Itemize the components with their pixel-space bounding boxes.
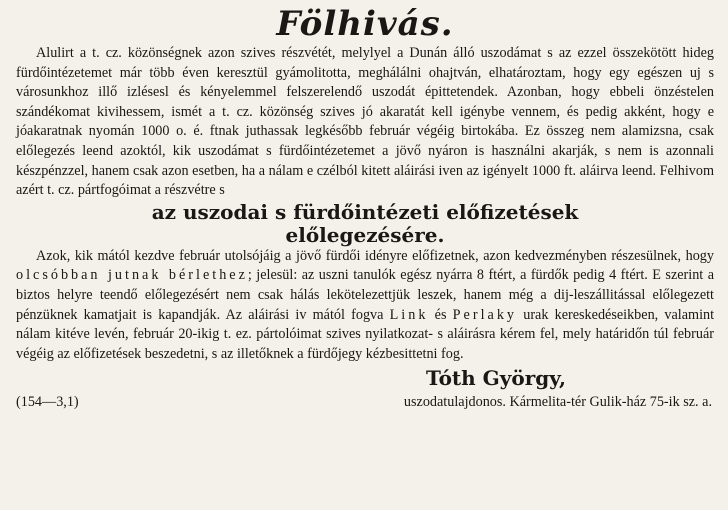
notice-paragraph-2 — [16, 247, 714, 365]
paragraph-2-conjunction: és — [434, 306, 447, 323]
paragraph-2-part-a: Azok, kik mától kezdve február utolsójáig a jövő fürdői idényre előfizetnek, azon kedvezményben részesülnek, hogy — [36, 247, 714, 264]
signature-title: uszodatulajdonos. Kármelita-tér Gulik-ház 75-ik sz. a. — [403, 394, 712, 411]
emphasized-phrase: olcsóbban jutnak bérlethez — [16, 267, 248, 284]
signature-name: Tóth György, — [426, 366, 566, 391]
paragraph-2-part-b: ; jelesül: az uszni tanulók egész nyárra 8 ftért, a fürdők pedig 4 ftért. E szerint a biztos helyre teendő előlegezésért nem csak hálás lekötelezettjük leszek, hanem még a dij-leszállitással előlegezett pénzüknek kamatjait is kapandják. Az aláirási iv mától fogva — [16, 267, 714, 323]
signature-footer — [16, 392, 714, 412]
notice-subheading-line-2: előlegezésére. — [285, 222, 445, 247]
ad-reference-number: (154—3,1) — [16, 394, 79, 411]
notice-subheading-line-1: az uszodai s fürdőintézeti előfizetések — [151, 199, 579, 224]
merchant-name-perlaky: Perlaky — [452, 306, 518, 323]
paragraph-2-part-d: urak kereskedéseikben, valamint nálam kitéve levén, február 20-ikig t. ez. pártolóimat szives nyilatkozat- s aláirásra kérem fel, mely határidőn túl február végéig az előfizetések beszedetni, s az illetőknek a fürdőjegy kézbesittetni fog. — [16, 306, 715, 362]
notice-title: Fölhivás. — [276, 4, 454, 44]
notice-paragraph-1: Alulirt a t. cz. közönségnek azon szives részvétét, melylyel a Dunán álló uszodámat s az ezzel összekötött hideg fürdőintézetemet már több éven keresztül gyámolitotta, meghálálni ohajtván, elhatároztam, hogy egy egészen uj s városunkhoz illő izlésesl és kényelemmel felszerelendő uszodát épittetendek. Azonban, hogy ebbeli önzéstelen szándékomat kivihessem, ismét a t. cz. közönség szives jó akaratát kell igénybe vennem, és pedig akként, hogy e jóakaratnak nyomán 1000 o. é. ftnak juthassak legkésőbb február végéig birtokába. Ez összeg nem alamizsna, csak előlegezés leend azoktól, kik uszodámat s fürdőintézetemet a jövő nyáron is használni akarják, s nem is azonnali készpénzzel, hanem csak azon esetben, ha a nálam e czélból kitett aláirási iven az igényelt 1000 ft. aláirva leend. Felhivom azért t. cz. pártfogóimat a részvétre s — [16, 45, 714, 199]
merchant-name-link: Link — [389, 306, 429, 323]
